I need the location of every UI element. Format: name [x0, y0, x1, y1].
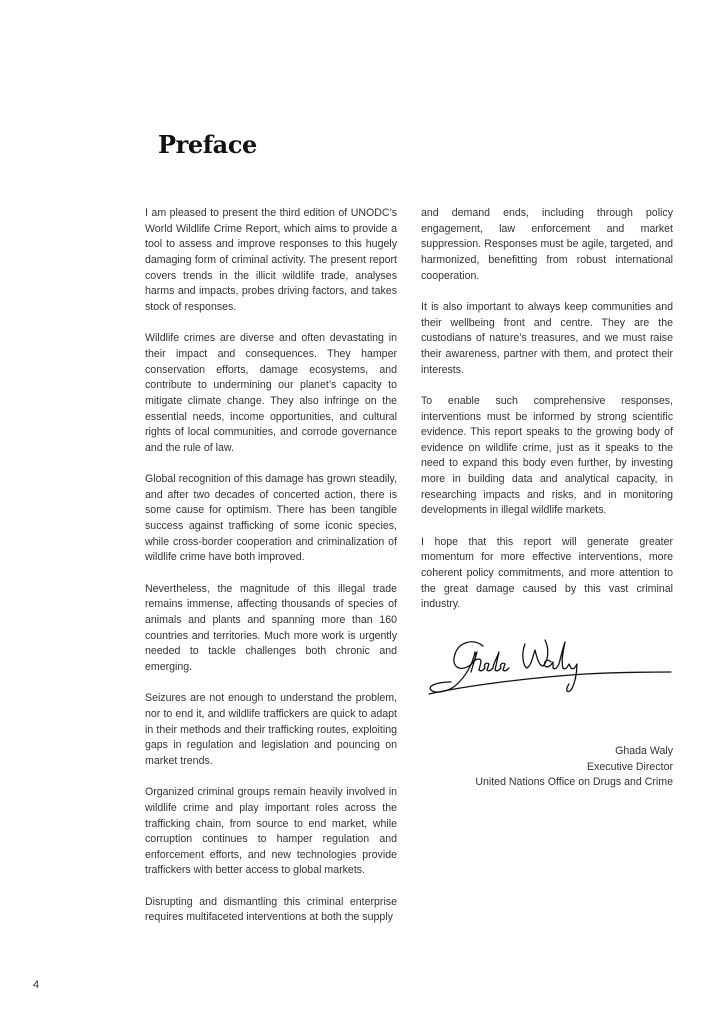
paragraph: Organized criminal groups remain heavily involved in wildlife crime and play important roles across the trafficking chain, from source to end market, while corruption continues to hamper regulation and enforcement efforts, and new technologies provide traffickers with better access to global markets. — [145, 786, 397, 877]
paragraph: Seizures are not enough to understand the problem, nor to end it, and wildlife traffickers are quick to adapt in their methods and their trafficking routes, exploiting gaps in regulation and legislation and pouncing on market trends. — [145, 692, 397, 767]
right-column — [421, 206, 673, 629]
paragraph: Global recognition of this damage has grown steadily, and after two decades of concerted action, there is some cause for optimism. There has been tangible success against trafficking of some iconic species, while cross-border cooperation and criminalization of wildlife crime have both improved. — [145, 473, 397, 564]
paragraph: Nevertheless, the magnitude of this illegal trade remains immense, affecting thousands of species of animals and plants and spanning more than 160 countries and territories. Much more work is urgently needed to tackle challenges both chronic and emerging. — [145, 582, 397, 673]
signature-block — [421, 744, 673, 791]
page-title: Preface — [158, 130, 257, 159]
signatory-position: Executive Director — [587, 760, 673, 773]
paragraph: Disrupting and dismantling this criminal enterprise requires multifaceted interventions at both the supply — [145, 895, 397, 924]
paragraph: Wildlife crimes are diverse and often devastating in their impact and consequences. They hamper conservation efforts, damage ecosystems, and contribute to undermining our planet’s capacity to mitigate climate change. They also infringe on the essential needs, income opportunities, and cultural rights of local communities, and corrode governance and the rule of law. — [145, 332, 397, 454]
paragraph: and demand ends, including through policy engagement, law enforcement and market suppression. Responses must be agile, targeted, and harmonized, benefitting from robust international cooperation. — [421, 207, 673, 282]
paragraph: I am pleased to present the third edition of UNODC’s World Wildlife Crime Report, which aims to provide a tool to assess and improve responses to this hugely damaging form of criminal activity. The present report covers trends in the illicit wildlife trade, analyses harms and impacts, probes driving factors, and takes stock of responses. — [145, 207, 397, 313]
page-number: 4 — [33, 979, 40, 991]
signatory-organization: United Nations Office on Drugs and Crime — [475, 776, 673, 789]
handwritten-signature — [425, 628, 675, 708]
paragraph: To enable such comprehensive responses, interventions must be informed by strong scientific evidence. This report speaks to the growing body of evidence on wildlife crime, just as it speaks to the need to expand this body even further, by investing more in building data and analytical capacity, in researching impacts and risks, and in monitoring developments in illegal wildlife markets. — [421, 394, 673, 517]
paragraph: It is also important to always keep communities and their wellbeing front and centre. They are the custodians of nature’s treasures, and we must raise their awareness, partner with them, and protect their interests. — [421, 300, 673, 376]
paragraph: I hope that this report will generate greater momentum for more effective interventions, more coherent policy commitments, and more attention to the great damage caused by this vast criminal industry. — [421, 535, 673, 611]
signatory-name: Ghada Waly — [615, 745, 673, 757]
left-column — [145, 206, 397, 942]
